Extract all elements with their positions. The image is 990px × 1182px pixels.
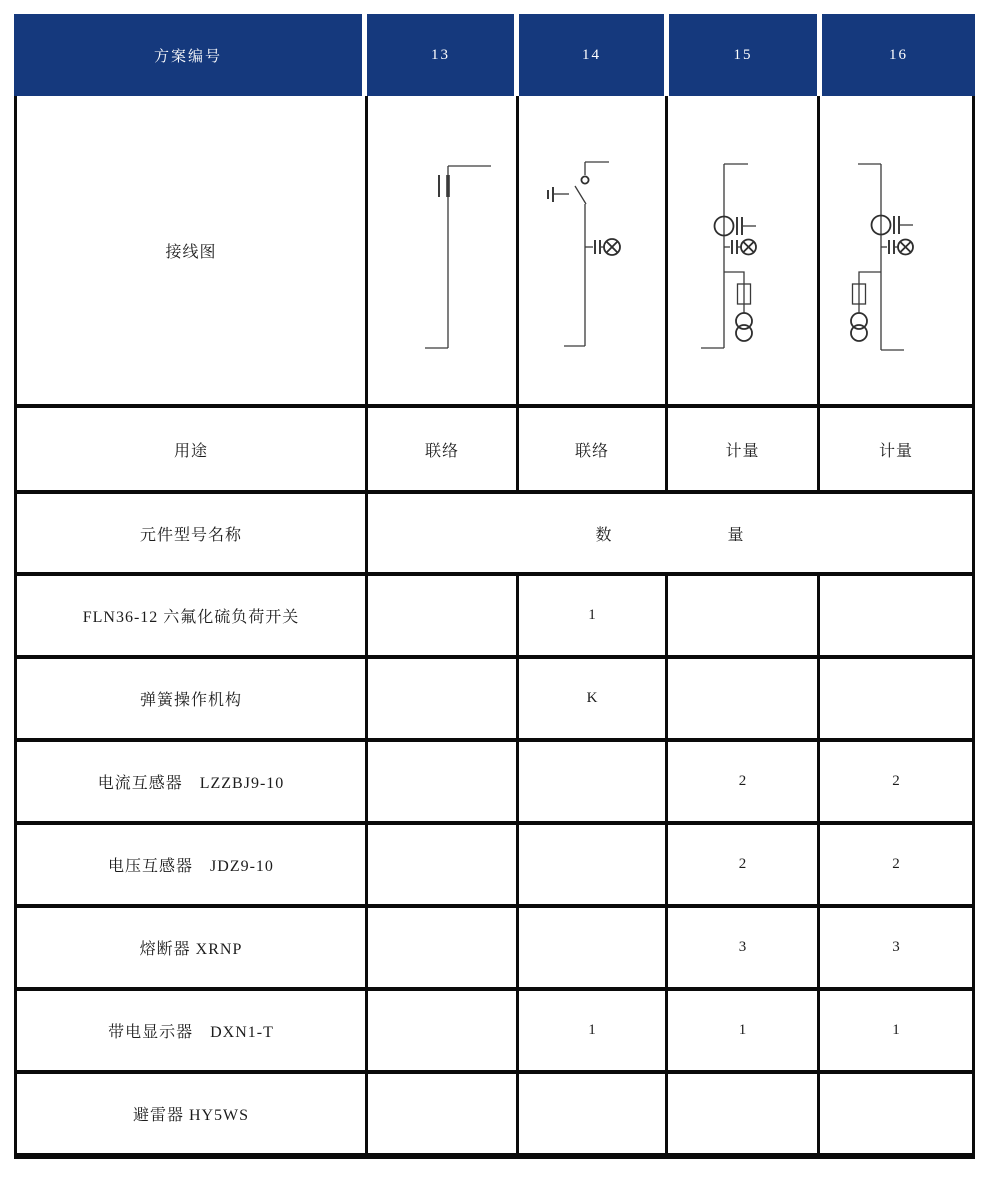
qty-spring-13: [368, 659, 516, 738]
header-scheme-14: 14: [519, 14, 664, 96]
wiring-diagram-14-icon: [519, 96, 665, 404]
qty-pt-15: 2: [668, 825, 817, 904]
qty-sf6-14: 1: [519, 576, 665, 655]
qty-display-16: 1: [820, 991, 972, 1070]
row-label-voltage-transformer: 电压互感器 JDZ9-10: [17, 825, 365, 904]
qty-fuse-16: 3: [820, 908, 972, 987]
qty-pt-13: [368, 825, 516, 904]
usage-value-14: 联络: [519, 408, 665, 490]
qty-ct-13: [368, 742, 516, 821]
row-label-usage: 用途: [17, 408, 365, 490]
qty-ct-14: [519, 742, 665, 821]
row-label-charged-display: 带电显示器 DXN1-T: [17, 991, 365, 1070]
qty-arrester-16: [820, 1074, 972, 1153]
usage-value-16: 计量: [820, 408, 972, 490]
qty-display-14: 1: [519, 991, 665, 1070]
row-label-component-model: 元件型号名称: [17, 494, 365, 572]
table-body: [14, 96, 975, 1159]
quantity-header-right: 量: [727, 526, 745, 544]
header-scheme-13: 13: [367, 14, 514, 96]
qty-pt-14: [519, 825, 665, 904]
header-scheme-label: 方案编号: [14, 14, 362, 96]
qty-spring-16: [820, 659, 972, 738]
qty-sf6-13: [368, 576, 516, 655]
usage-value-15: 计量: [668, 408, 817, 490]
qty-fuse-14: [519, 908, 665, 987]
wiring-diagram-16-icon: [820, 96, 972, 404]
usage-value-13: 联络: [368, 408, 516, 490]
qty-spring-15: [668, 659, 817, 738]
qty-fuse-15: 3: [668, 908, 817, 987]
qty-ct-16: 2: [820, 742, 972, 821]
wiring-diagram-15-icon: [668, 96, 817, 404]
header-scheme-16: 16: [822, 14, 975, 96]
header-scheme-15: 15: [669, 14, 817, 96]
row-label-spring-mechanism: 弹簧操作机构: [17, 659, 365, 738]
table-header-row: [14, 14, 975, 96]
qty-ct-15: 2: [668, 742, 817, 821]
qty-sf6-15: [668, 576, 817, 655]
qty-display-13: [368, 991, 516, 1070]
quantity-header-left: 数: [595, 526, 613, 544]
row-label-arrester: 避雷器 HY5WS: [17, 1074, 365, 1153]
qty-sf6-16: [820, 576, 972, 655]
wiring-diagram-13-icon: [368, 96, 516, 404]
qty-arrester-14: [519, 1074, 665, 1153]
qty-arrester-15: [668, 1074, 817, 1153]
qty-pt-16: 2: [820, 825, 972, 904]
scheme-table: [14, 14, 975, 1159]
row-label-current-transformer: 电流互感器 LZZBJ9-10: [17, 742, 365, 821]
row-label-wiring-diagram: 接线图: [17, 96, 365, 404]
row-label-sf6-load-switch: FLN36-12 六氟化硫负荷开关: [17, 576, 365, 655]
qty-spring-14: K: [519, 659, 665, 738]
qty-arrester-13: [368, 1074, 516, 1153]
qty-fuse-13: [368, 908, 516, 987]
qty-display-15: 1: [668, 991, 817, 1070]
quantity-header-merged-cell: [368, 494, 972, 572]
row-label-fuse: 熔断器 XRNP: [17, 908, 365, 987]
